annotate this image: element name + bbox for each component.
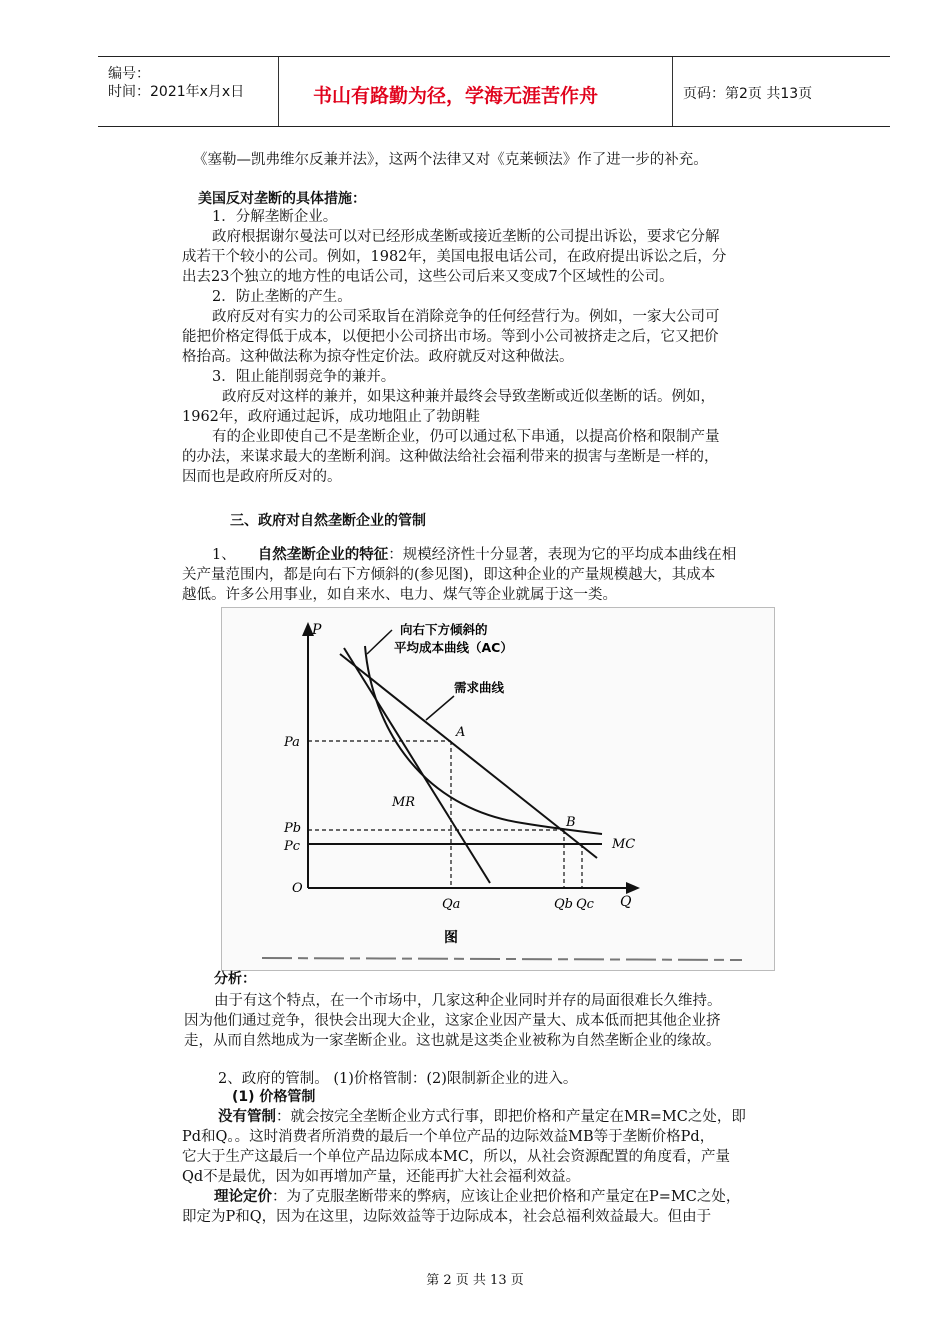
header-divider (278, 57, 279, 126)
pb-label: Pb (284, 821, 302, 836)
page-footer: 第 2 页 共 13 页 (426, 1273, 524, 1288)
text-line: 越低。许多公用事业，如自来水、电力、煤气等企业就属于这一类。 (182, 587, 617, 603)
x-axis-label: Q (620, 894, 632, 910)
text-line (212, 545, 736, 565)
x-axis-arrow (626, 882, 640, 894)
bold-term: 自然垄断企业的特征 (257, 547, 389, 563)
figure-svg (222, 608, 774, 970)
origin-label: O (292, 881, 303, 896)
analysis-heading: 分析： (214, 971, 256, 987)
section-heading: 三、政府对自然垄断企业的管制 (230, 513, 426, 529)
subsection-heading: (1) 价格管制 (232, 1089, 316, 1105)
time-label: 时间：2021年x月x日 (108, 84, 245, 100)
text-line: 成若干个较小的公司。例如，1982年，美国电报电话公司，在政府提出诉讼之后，分 (182, 249, 727, 265)
text-line: 1962年，政府通过起诉，成功地阻止了勃朗鞋 (182, 409, 480, 425)
qc-label: Qc (576, 897, 594, 912)
point-a-label: A (456, 725, 466, 740)
text-line: 格抬高。这种做法称为掠夺性定价法。政府就反对这种做法。 (182, 349, 574, 365)
y-axis-label: P (312, 622, 322, 638)
text-line: 3．阻止能削弱竞争的兼并。 (212, 369, 396, 385)
text-line: 它大于生产这最后一个单位产品边际成本MC，所以，从社会资源配置的角度看，产量 (182, 1149, 730, 1165)
text-line: 由于有这个特点，在一个市场中，几家这种企业同时并存的局面很难长久维持。 (214, 993, 722, 1009)
text-line: 2、政府的管制。 (1)价格管制：(2)限制新企业的进入。 (218, 1071, 578, 1087)
text-line (218, 1107, 746, 1127)
bold-term: 理论定价 (214, 1189, 272, 1205)
qb-label: Qb (554, 897, 573, 912)
demand-pointer (426, 696, 454, 720)
mc-label: MC (612, 837, 636, 852)
text-line: 即定为P和Q，因为在这里，边际效益等于边际成本，社会总福利效益最大。但由于 (182, 1209, 712, 1225)
text-run: ：规模经济性十分显著，表现为它的平均成本曲线在相 (388, 547, 737, 563)
text-line: Pd和Q。。这时消费者所消费的最后一个单位产品的边际效益MB等于垄断价格Pd， (182, 1129, 715, 1145)
text-line: 因为他们通过竞争，很快会出现大企业，这家企业因产量大、成本低而把其他企业挤 (184, 1013, 721, 1029)
point-b-label: B (566, 815, 576, 830)
text-line: 走，从而自然地成为一家垄断企业。这也就是这类企业被称为自然垄断企业的缘故。 (184, 1033, 721, 1049)
text-line: 政府反对这样的兼并，如果这种兼并最终会导致垄断或近似垄断的话。例如， (222, 389, 715, 405)
pc-label: Pc (284, 839, 301, 854)
text-line: 因而也是政府所反对的。 (182, 469, 342, 485)
text-run: ：就会按完全垄断企业方式行事，即把价格和产量定在MR=MC之处，即 (276, 1109, 746, 1125)
scan-artifact (262, 958, 742, 960)
text-line: 有的企业即使自己不是垄断企业，仍可以通过私下串通，以提高价格和限制产量 (212, 429, 720, 445)
text-line: 能把价格定得低于成本，以便把小公司挤出市场。等到小公司被挤走之后，它又把价 (182, 329, 719, 345)
figure-caption: 图 (444, 930, 458, 946)
text-line: 关产量范围内，都是向右下方倾斜的(参见图)，即这种企业的产量规模越大，其成本 (182, 567, 716, 583)
text-line: 政府根据谢尔曼法可以对已经形成垄断或接近垄断的公司提出诉讼，要求它分解 (212, 229, 720, 245)
page-header (98, 56, 890, 127)
serial-label: 编号： (108, 66, 150, 82)
text-run: ：为了克服垄断带来的弊病，应该让企业把价格和产量定在P=MC之处， (272, 1189, 741, 1205)
demand-label: 需求曲线 (454, 680, 505, 695)
pa-label: Pa (284, 735, 300, 750)
list-number: 1、 (212, 547, 236, 563)
text-line: 2．防止垄断的产生。 (212, 289, 352, 305)
text-line: 出去23个独立的地方性的电话公司，这些公司后来又变成7个区域性的公司。 (182, 269, 674, 285)
ac-label-2: 平均成本曲线（AC） (394, 640, 513, 655)
section-heading: 美国反对垄断的具体措施： (198, 191, 366, 207)
text-line (214, 1187, 740, 1207)
mr-label: MR (392, 795, 416, 810)
ac-label-1: 向右下方倾斜的 (400, 622, 488, 637)
text-line: Qd不是最优，因为如再增加产量，还能再扩大社会福利效益。 (182, 1169, 581, 1185)
text-line: 政府反对有实力的公司采取旨在消除竞争的任何经营行为。例如，一家大公司可 (212, 309, 720, 325)
header-motto: 书山有路勤为径，学海无涯苦作舟 (313, 85, 599, 107)
ac-pointer (367, 630, 392, 654)
qa-label: Qa (442, 897, 461, 912)
text-line: 1．分解垄断企业。 (212, 209, 338, 225)
text-line: 《塞勒—凯弗维尔反兼并法》，这两个法律又对《克莱顿法》作了进一步的补充。 (193, 152, 708, 168)
header-divider (672, 57, 673, 126)
cost-curve-figure (221, 607, 775, 971)
bold-term: 没有管制 (218, 1109, 276, 1125)
page-label: 页码：第2页 共13页 (683, 86, 813, 102)
text-line: 的办法，来谋求最大的垄断利润。这种做法给社会福利带来的损害与垄断是一样的， (182, 449, 719, 465)
